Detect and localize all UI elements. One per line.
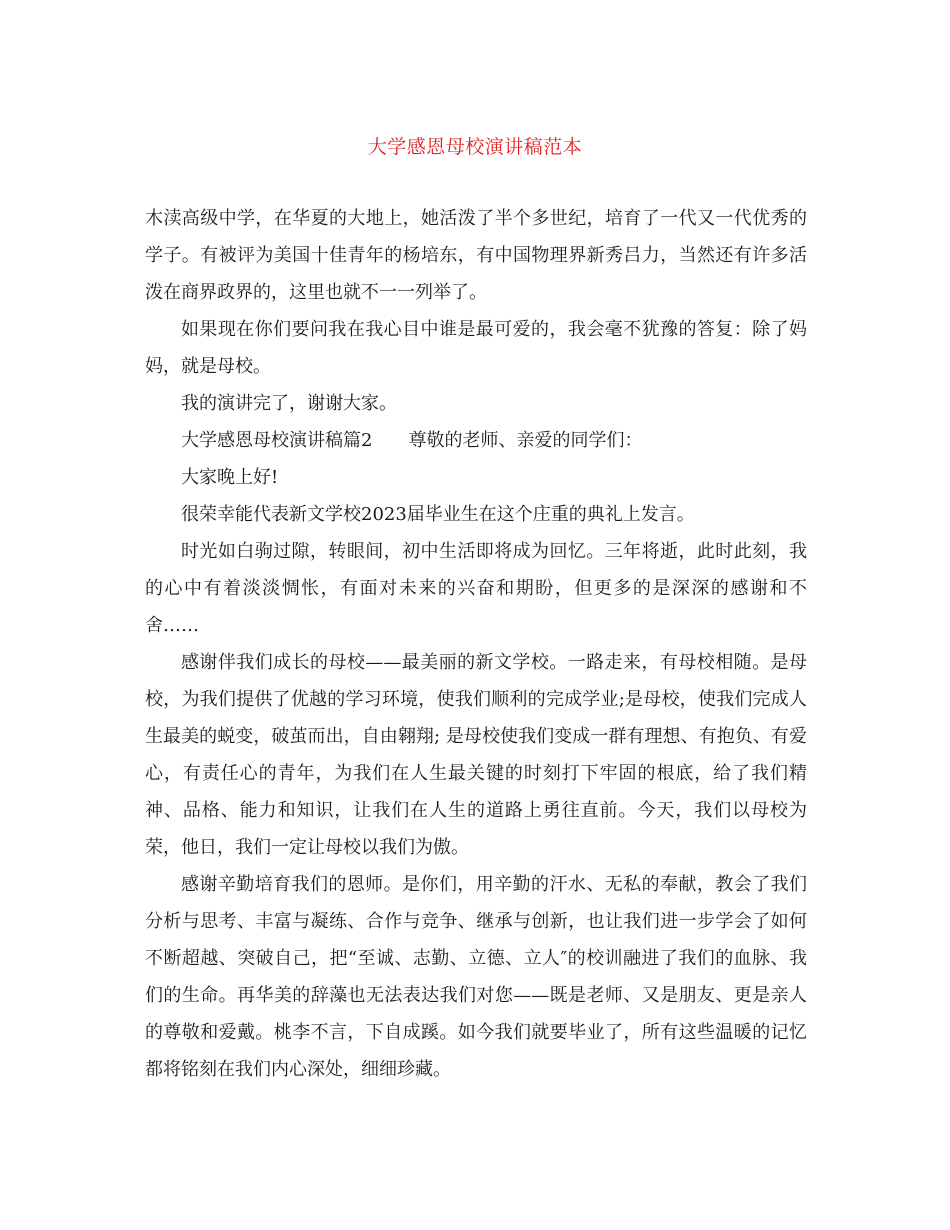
paragraph: 很荣幸能代表新文学校2023届毕业生在这个庄重的典礼上发言。 [181,504,695,525]
paragraph: 感谢伴我们成长的母校——最美丽的新文学校。一路走来，有母校相随。是母校，为我们提供了优越的学习环境，使我们顺利的完成学业;是母校，使我们完成人生最美的蜕变，破茧而出，自由翱翔; 是母校使我们变成一群有理想、有抱负、有爱心，有责任心的青年，为我们在人生最关键的时刻打下牢固的根底，给了我们精神、品格、能力和知识，让我们在人生的道路上勇往直前。今天，我们以母校为荣，他日，我们一定让母校以我们为傲。 [145,652,807,858]
paragraph: 感谢辛勤培育我们的恩师。是你们，用辛勤的汗水、无私的奉献，教会了我们分析与思考、丰富与凝练、合作与竞争、继承与创新，也让我们进一步学会了如何不断超越、突破自己，把“至诚、志勤、立德、立人″的校训融进了我们的血脉、我们的生命。再华美的辞藻也无法表达我们对您——既是老师、又是朋友、更是亲人的尊敬和爱戴。桃李不言，下自成蹊。如今我们就要毕业了，所有这些温暖的记忆都将铭刻在我们内心深处，细细珍藏。 [145,874,807,1080]
paragraph: 如果现在你们要问我在我心目中谁是最可爱的，我会毫不犹豫的答复：除了妈妈，就是母校。 [145,319,807,377]
document-body [145,200,807,1088]
paragraph: 大家晚上好! [181,467,279,488]
section-heading-line [145,422,807,459]
paragraph: 我的演讲完了，谢谢大家。 [181,393,397,414]
paragraph: 木渎高级中学，在华夏的大地上，她活泼了半个多世纪，培育了一代又一代优秀的学子。有被评为美国十佳青年的杨培东，有中国物理界新秀吕力，当然还有许多活泼在商界政界的，这里也就不一一列举了。 [145,208,807,303]
paragraph: 时光如白驹过隙，转眼间，初中生活即将成为回忆。三年将逝，此时此刻，我的心中有着淡淡惆怅，有面对未来的兴奋和期盼，但更多的是深深的感谢和不舍…… [145,541,807,636]
section-heading: 大学感恩母校演讲稿篇2 [181,430,373,451]
document-title: 大学感恩母校演讲稿范本 [367,136,583,158]
section-greeting: 尊敬的老师、亲爱的同学们： [408,430,643,451]
